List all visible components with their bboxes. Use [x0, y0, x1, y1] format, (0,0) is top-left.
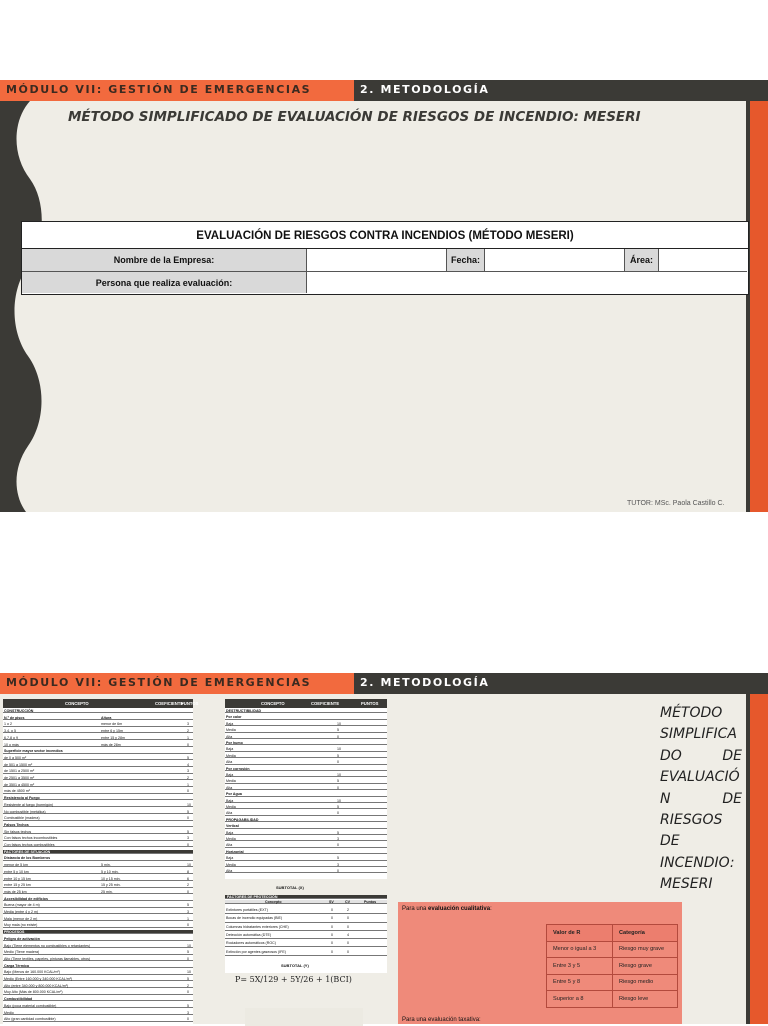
slide-1: [0, 80, 768, 512]
table-row: Bajo (Menos de 160.000 KCAL/m²) 10: [4, 970, 191, 975]
table-row: menor de 5 km 5 min. 10: [4, 863, 191, 868]
evaluator-label: Persona que realiza evaluación:: [22, 272, 307, 293]
table-row: de 2501 a 3500 m² 2: [3, 776, 193, 780]
table-row: Bocas de incendio equipadas (BIE) 0 0: [225, 914, 387, 922]
table-row: No combustible (metálica) 5: [3, 810, 193, 814]
section-title: 2. METODOLOGÍA: [360, 83, 490, 96]
table-row: Mala (menor de 2 m) 1: [3, 917, 193, 921]
table-row: Con falsos techos combustibles 0: [3, 843, 193, 847]
table-row: entre 10 y 15 km 10 y 15 min. 6: [3, 877, 193, 881]
table-row: Baja 5: [225, 831, 387, 835]
section-row: Por humo: [225, 741, 387, 745]
date-field[interactable]: [485, 249, 625, 272]
table-row: Buena (mayor de 4 m) 5: [3, 903, 193, 907]
right-accent-bar: [750, 694, 768, 1024]
taxative-title: Para una evaluación taxativa:: [402, 1017, 481, 1023]
table-row: Alta 0: [225, 843, 387, 847]
table-row: de 3501 a 4500 m² 1: [3, 783, 193, 787]
table-row: 10 o más más de 28m 0: [3, 743, 193, 747]
table-row: Baja 10: [225, 722, 387, 726]
protection-factors-table: [225, 895, 387, 973]
meseri-factors-table: [3, 699, 199, 1024]
section-row: Por Agua: [225, 792, 387, 796]
module-header: [0, 80, 354, 101]
table-row: Extinción por agentes gaseosos (IFE) 0 0: [225, 948, 387, 956]
table-row: Baja 5: [225, 856, 387, 860]
area-field[interactable]: [659, 249, 747, 272]
meseri-form: [21, 221, 749, 295]
section-row: Distancia de los Bomberos: [3, 856, 193, 860]
table-row: Alta 0: [225, 811, 387, 815]
right-accent-stripe: [746, 694, 750, 1024]
table-row: Muy Alto (Más de 800.000 KCAL/m²) 0: [3, 990, 193, 994]
risk-category-table: [546, 924, 678, 1008]
table-row: Alta 0: [225, 735, 387, 739]
table-row: más de 4500 m² 0: [3, 789, 193, 793]
section-title: 2. METODOLOGÍA: [360, 676, 490, 689]
table-row: Entre 5 y 8 Riesgo medio: [547, 974, 678, 991]
section-header: [354, 673, 768, 694]
table-row: Media 5: [225, 779, 387, 783]
table-row: Alto (entre 340.000 y 800.000 KCAL/m²) 2: [3, 984, 193, 988]
table-row: Con falsos techos incombustibles 3: [3, 836, 193, 840]
table-row: Media 3: [225, 837, 387, 841]
module-title: MÓDULO VII: GESTIÓN DE EMERGENCIAS: [6, 676, 312, 689]
table-row: de 1501 a 2500 m² 3: [3, 769, 193, 773]
section-row: Falsos Techos: [3, 823, 193, 827]
table-row: Bajo (Tiene elementos no combustibles o retardantes) 10: [4, 943, 191, 948]
section-row: Vertical: [225, 824, 387, 828]
area-label: Área:: [625, 249, 659, 272]
points-header: PUNTOS: [361, 701, 379, 706]
company-label: Nombre de la Empresa:: [22, 249, 307, 272]
module-header: [0, 673, 354, 694]
table-row: Columnas hidratantes exteriores (CHE) 0 0: [225, 923, 387, 931]
table-row: más de 25 km 25 min. 0: [3, 890, 193, 894]
table-row: Alta 0: [225, 869, 387, 873]
table-row: Alto (Tiene textiles, papeles, pinturas llamables, otros) 0: [3, 957, 193, 961]
table-row: entre 5 y 10 km 5 y 10 min. 8: [3, 870, 193, 874]
section-row: DESTRUCTIBILIDAD: [225, 709, 387, 713]
section-row: Horizontal: [225, 850, 387, 854]
section-row: Por corrosión: [225, 767, 387, 771]
table-header: [3, 699, 199, 708]
left-wave-decoration: [0, 101, 46, 512]
table-row: Entre 3 y 5 Riesgo grave: [547, 958, 678, 975]
table-row: Media 5: [225, 805, 387, 809]
section-header: [354, 80, 768, 101]
table-row: 3,4, o 5 entre 6 y 15m 2: [3, 729, 193, 733]
destructibility-table: [225, 699, 387, 879]
section-row: Peligro de activación: [3, 937, 193, 941]
section-row: Combustibilidad: [3, 997, 193, 1001]
table-row: Medio (Entre 160.000 y 340.000 KCAL/m²) 5: [3, 977, 193, 981]
right-accent-stripe: [746, 101, 750, 512]
concept-header: CONCEPTO: [65, 701, 89, 706]
section-row: Carga Térmica: [3, 964, 193, 968]
concept-header: CONCEPTO: [261, 701, 285, 706]
section-band: FACTORES DE SITUACIÓN: [3, 850, 193, 854]
date-label: Fecha:: [447, 249, 485, 272]
table-row: Detección automática (DTE) 0 4: [225, 931, 387, 939]
section-row: Por calor: [225, 715, 387, 719]
table-row: Combustible (madera) 0: [3, 816, 193, 820]
table-row: Menor o igual a 3 Riesgo muy grave: [547, 941, 678, 958]
section-band: PROCESOS: [3, 930, 193, 934]
section-row: Resistencia al Fuego: [3, 796, 193, 800]
table-row: Sin falsos techos 5: [3, 830, 193, 834]
table-row: Alta 0: [225, 760, 387, 764]
protection-header: Concepto SV CV Puntos: [225, 900, 387, 904]
table-row: Baja 10: [225, 799, 387, 803]
table-row: 6,7,8 o 9 entre 15 y 28m 1: [3, 736, 193, 740]
table-row: Medio 3: [3, 1011, 193, 1015]
table-row: de 0 a 500 m² 5: [3, 756, 193, 760]
section-row: CONSTRUCCIÓN: [3, 709, 193, 713]
table-row: Rociadores automáticos (ROC) 0 0: [225, 939, 387, 947]
section-row: N.º de pisos Altura: [3, 716, 193, 720]
subtotal-y: SUBTOTAL (Y): [281, 963, 309, 968]
section-row: Superficie mayor sector incendios: [3, 749, 193, 753]
slide-2: [0, 673, 768, 1024]
table-header: [225, 699, 387, 708]
table-row: Alta 0: [225, 786, 387, 790]
table-row: 1 o 2 menor de 6m 3: [3, 722, 193, 726]
table-row: Media 3: [225, 863, 387, 867]
table-row: Muy mala (no existe) 0: [3, 923, 193, 927]
qualitative-title: Para una evaluación cualitativa:: [402, 906, 492, 912]
table-row: Media (entre 4 y 2 m) 3: [3, 910, 193, 914]
coefficient-header: COEFICIENTE: [311, 701, 340, 706]
company-field[interactable]: [307, 249, 447, 272]
tutor-credit: TUTOR: MSc. Paola Castillo C.: [627, 500, 725, 507]
table-row: Baja 10: [225, 747, 387, 751]
form-title: EVALUACIÓN DE RIESGOS CONTRA INCENDIOS (MÉTODO MESERI): [22, 222, 748, 249]
section-row: Accesibilidad de edificios: [3, 897, 193, 901]
evaluator-field[interactable]: [307, 272, 747, 293]
category-header: Categoría: [613, 925, 678, 942]
table-row: Extintores portátiles (EXT) 0 2: [225, 906, 387, 914]
module-title: MÓDULO VII: GESTIÓN DE EMERGENCIAS: [6, 83, 312, 96]
protection-title: FACTORES DE PROTECCIÓN: [225, 895, 387, 899]
table-row: Resistente al fuego (hormigón) 10: [4, 802, 191, 807]
table-row: Alto (gran cantidad combustible) 0: [3, 1017, 193, 1021]
section-row: PROPAGABILIDAD: [225, 818, 387, 822]
table-row: de 501 a 1500 m² 4: [3, 763, 193, 767]
subtotal-x-label: SUBTOTAL (X): [276, 885, 304, 890]
slide-title: MÉTODO SIMPLIFICADO DE EVALUACIÓN DE RIESGOS DE INCENDIO: MESERI: [68, 109, 641, 125]
r-value-header: Valor de R: [547, 925, 613, 942]
table-row: Media 5: [225, 728, 387, 732]
formula-result-box: [245, 1008, 363, 1026]
table-row: entre 15 y 25 km 15 y 25 min. 2: [3, 883, 193, 887]
table-row: Superior a 8 Riesgo leve: [547, 991, 678, 1008]
table-row: Medio (Tiene madera) 5: [3, 950, 193, 954]
table-row: Media 5: [225, 754, 387, 758]
table-row: Baja 10: [225, 773, 387, 777]
qualitative-evaluation-panel: [398, 902, 682, 1024]
right-accent-bar: [750, 101, 768, 512]
meseri-formula: P= 5X/129 + 5Y/26 + 1(BCI): [235, 975, 352, 984]
coefficient-header: COEFICIENTE: [155, 701, 184, 706]
table-row: Bajo (poca material combustible) 5: [3, 1004, 193, 1008]
slide-2-title: MÉTODO SIMPLIFICA DO DE EVALUACIÓ N DE RIESGOS DE INCENDIO: MESERI: [660, 705, 742, 893]
points-header: PUNTOS: [181, 701, 199, 706]
